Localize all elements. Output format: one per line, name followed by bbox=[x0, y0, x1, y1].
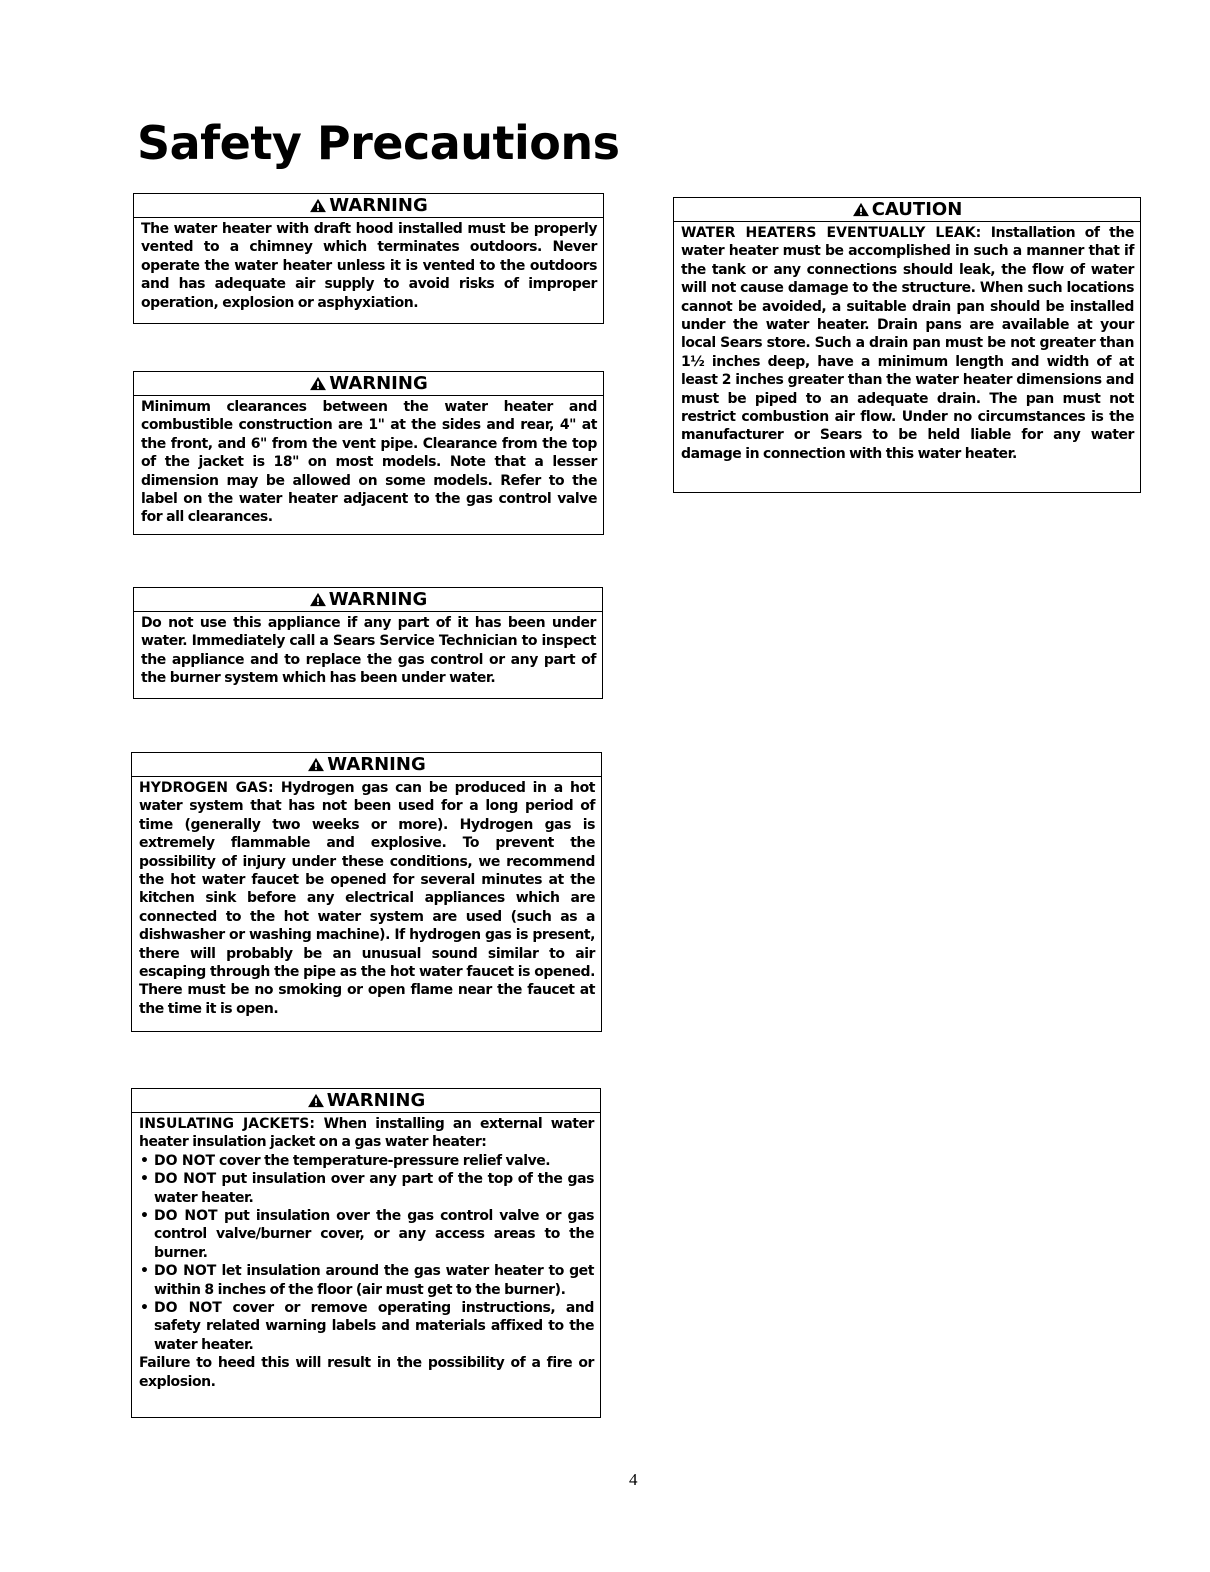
caution-header bbox=[674, 198, 1140, 222]
list-item bbox=[139, 1262, 594, 1299]
warning-box-flood bbox=[133, 587, 603, 699]
list-item-text: put insulation over any part of the top of the gas water heater. bbox=[154, 1171, 594, 1206]
caution-box-leaks bbox=[673, 197, 1141, 493]
list-item bbox=[139, 1170, 594, 1207]
warning-triangle-icon bbox=[309, 592, 327, 607]
warning-header bbox=[134, 588, 602, 612]
list-item-lead: DO NOT bbox=[154, 1208, 218, 1225]
list-item-lead: DO NOT bbox=[154, 1171, 217, 1188]
list-item-lead: DO NOT bbox=[154, 1152, 216, 1169]
warning-header bbox=[134, 372, 603, 396]
warning-label: WARNING bbox=[329, 194, 428, 216]
list-item-lead: DO NOT bbox=[154, 1300, 222, 1317]
warning-box-venting bbox=[133, 193, 604, 324]
warning-label: WARNING bbox=[328, 588, 428, 610]
list-item-lead: DO NOT bbox=[154, 1263, 217, 1280]
warning-body: Hydrogen gas can be produced in a hot water system that has not been used for a long period of time (generally two weeks or more). Hydrogen gas is extremely flammable and explosive. To prevent the possibility of injury under these conditions, we recommend the hot water faucet be opened for several minutes at the kitchen sink before any electrical appliances which are connected to the hot water system are used (such as a dishwasher or washing machine). If hydrogen gas is present, there will probably be an unusual sound similar to air escaping through the pipe as the hot water faucet is opened. There must be no smoking or open flame near the faucet at the time it is open. bbox=[139, 780, 595, 1017]
warning-header bbox=[132, 753, 601, 777]
warning-triangle-icon bbox=[309, 198, 327, 213]
warning-label: WARNING bbox=[327, 753, 426, 775]
warning-intro-text: When installing an external water heater insulation jacket on a gas water heater: bbox=[139, 1116, 594, 1151]
caution-label: CAUTION bbox=[871, 198, 963, 220]
list-item-text: let insulation around the gas water heater to get within 8 inches of the floor (air must get to the burner). bbox=[154, 1263, 594, 1298]
list-item bbox=[139, 1152, 594, 1170]
caution-text bbox=[681, 224, 1134, 463]
list-item-text: put insulation over the gas control valve or gas control valve/burner cover, or any access areas to the burner. bbox=[154, 1208, 594, 1261]
warning-triangle-icon bbox=[852, 202, 870, 217]
list-item-text: cover the temperature-pressure relief valve. bbox=[219, 1152, 551, 1169]
warning-text: Do not use this appliance if any part of it has been under water. Immediately call a Sears Service Technician to inspect the appliance and to replace the gas control or any part of the burner system which has been under water. bbox=[141, 615, 596, 687]
warning-text bbox=[139, 779, 595, 1018]
warning-lead: INSULATING JACKETS: bbox=[139, 1116, 315, 1132]
warning-box-insulating-jackets bbox=[131, 1088, 601, 1418]
page-title: Safety Precautions bbox=[137, 116, 620, 170]
warning-text: Minimum clearances between the water heater and combustible construction are 1" at the sides and rear, 4" at the front, and 6" from the vent pipe. Clearance from the top of the jacket is 18" on most models. Note that a lesser dimension may be allowed on some models. Refer to the label on the water heater adjacent to the gas control valve for all clearances. bbox=[141, 399, 597, 526]
caution-body: Installation of the water heater must be accomplished in such a manner that if the tank or any connections should leak, the flow of water will not cause damage to the structure. When such locations cannot be avoided, a suitable drain pan should be installed under the water heater. Drain pans are available at your local Sears store. Such a drain pan must be not greater than 1½ inches deep, have a minimum length and width of at least 2 inches greater than the water heater dimensions and must be piped to an adequate drain. The pan must not restrict combustion air flow. Under no circumstances is the manufacturer or Sears to be held liable for any water damage in connection with this water heater. bbox=[681, 225, 1134, 462]
caution-lead: WATER HEATERS EVENTUALLY LEAK: bbox=[681, 225, 982, 241]
list-item-text: cover or remove operating instructions, and safety related warning labels and materials affixed to the water heater. bbox=[154, 1300, 594, 1353]
list-item bbox=[139, 1207, 594, 1262]
warning-header bbox=[132, 1089, 600, 1113]
warning-triangle-icon bbox=[309, 376, 327, 391]
page-number: 4 bbox=[629, 1470, 638, 1489]
warning-text: The water heater with draft hood installed must be properly vented to a chimney which terminates outdoors. Never operate the water heater unless it is vented to the outdoors and has adequate air supply to avoid risks of improper operation, explosion or asphyxiation. bbox=[141, 221, 597, 311]
warning-box-hydrogen-gas bbox=[131, 752, 602, 1032]
warning-lead: HYDROGEN GAS: bbox=[139, 780, 274, 796]
warning-triangle-icon bbox=[307, 1093, 325, 1108]
warning-label: WARNING bbox=[326, 1089, 426, 1111]
do-not-list bbox=[139, 1152, 594, 1354]
warning-triangle-icon bbox=[307, 757, 325, 772]
warning-box-clearances bbox=[133, 371, 604, 535]
list-item bbox=[139, 1299, 594, 1354]
warning-footer: Failure to heed this will result in the possibility of a fire or explosion. bbox=[139, 1355, 594, 1390]
warning-header bbox=[134, 194, 603, 218]
warning-label: WARNING bbox=[329, 372, 428, 394]
warning-intro bbox=[139, 1115, 594, 1152]
